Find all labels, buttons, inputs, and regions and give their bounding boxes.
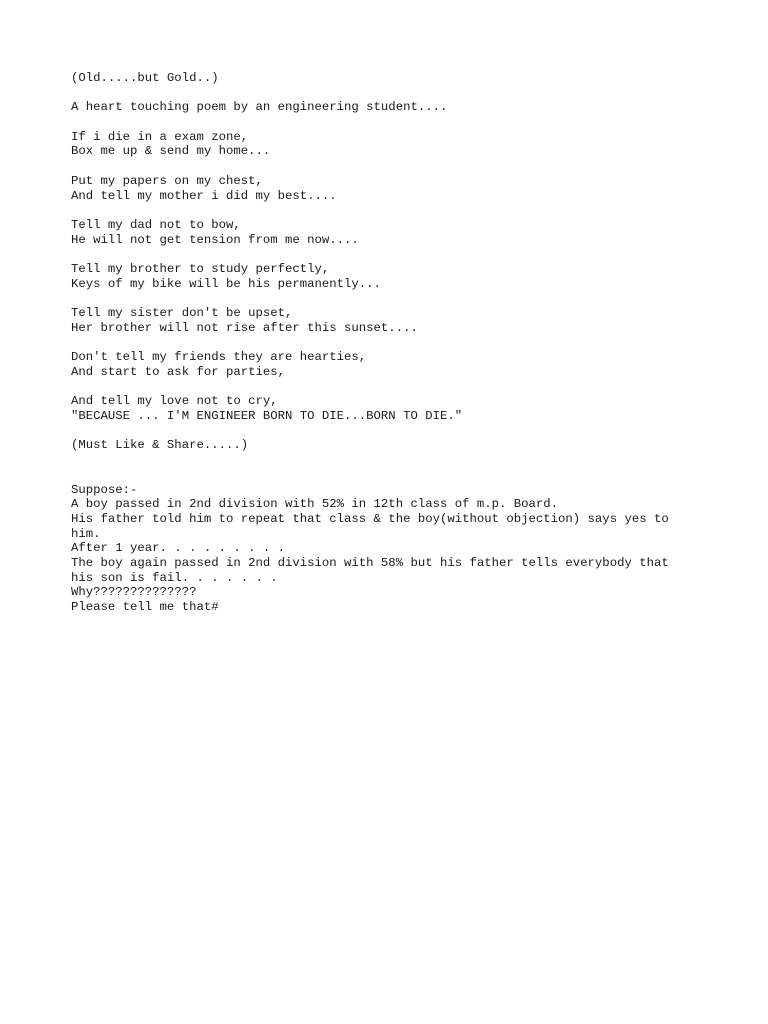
stanza-6 (71, 350, 691, 379)
poem-line: If i die in a exam zone, (71, 129, 249, 144)
blank-line (71, 203, 691, 218)
poem-line: "BECAUSE ... I'M ENGINEER BORN TO DIE...BORN TO DIE." (71, 409, 463, 424)
poem-line: And start to ask for parties, (71, 364, 286, 379)
poem-line: And tell my love not to cry, (71, 394, 278, 409)
document-page (71, 71, 691, 615)
poem-line: He will not get tension from me now.... (71, 232, 359, 247)
stanza-1 (71, 130, 691, 159)
poem-line: Her brother will not rise after this sunset.... (71, 320, 418, 335)
blank-line (71, 291, 691, 306)
intro-line: (Old.....but Gold..) (71, 71, 219, 85)
puzzle-line: Why?????????????? (71, 585, 197, 600)
puzzle-line: The boy again passed in 2nd division with 58% but his father tells everybody that his son is fail. . . . . . . (71, 556, 677, 585)
puzzle-line: After 1 year. . . . . . . . . (71, 541, 286, 556)
poem-line: Box me up & send my home... (71, 144, 271, 159)
poem-line: Put my papers on my chest, (71, 173, 263, 188)
closing-line: (Must Like & Share.....) (71, 438, 249, 453)
blank-line (71, 424, 691, 439)
blank-lines (71, 453, 691, 482)
puzzle-line: Suppose:- (71, 482, 138, 497)
blank-line (71, 115, 691, 130)
puzzle-section (71, 483, 691, 615)
puzzle-line: His father told him to repeat that class & the boy(without objection) says yes to him. (71, 511, 677, 541)
blank-line (71, 86, 691, 101)
poem-line: Keys of my bike will be his permanently... (71, 276, 381, 291)
stanza-3 (71, 218, 691, 247)
blank-line (71, 159, 691, 174)
stanza-4 (71, 262, 691, 291)
stanza-7 (71, 394, 691, 423)
poem-line: Don't tell my friends they are hearties, (71, 350, 367, 365)
stanza-5 (71, 306, 691, 335)
poem-subtitle: A heart touching poem by an engineering student.... (71, 100, 448, 115)
poem-line: Tell my dad not to bow, (71, 217, 241, 232)
poem-line: Tell my sister don't be upset, (71, 306, 293, 321)
poem-line: Tell my brother to study perfectly, (71, 262, 330, 277)
blank-line (71, 380, 691, 395)
puzzle-line: A boy passed in 2nd division with 52% in 12th class of m.p. Board. (71, 497, 559, 512)
blank-line (71, 336, 691, 351)
stanza-2 (71, 174, 691, 203)
blank-line (71, 247, 691, 262)
poem-line: And tell my mother i did my best.... (71, 188, 337, 203)
puzzle-line: Please tell me that# (71, 600, 219, 615)
